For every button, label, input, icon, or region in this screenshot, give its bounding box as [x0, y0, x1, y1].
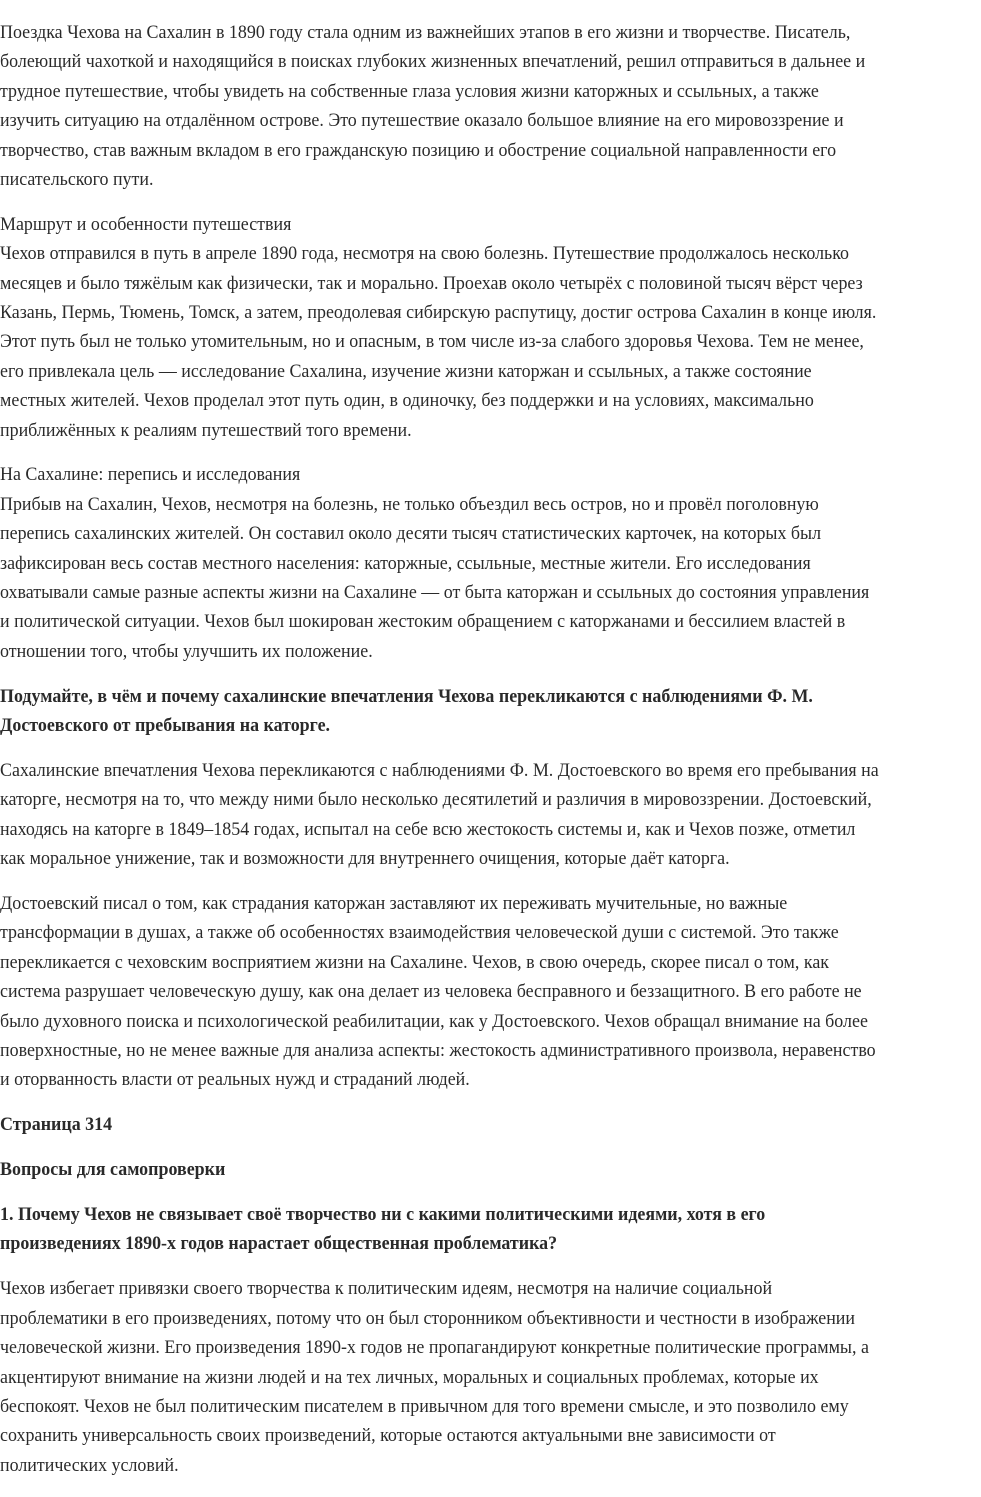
text-line: Достоевского от пребывания на каторге. [0, 716, 331, 737]
text-line: как моральное унижение, так и возможности для внутреннего очищения, которые даёт каторга. [0, 849, 730, 870]
paragraph [0, 461, 981, 667]
text-line: 1. Почему Чехов не связывает своё творчество ни с какими политическими идеями, хотя в его [0, 1205, 766, 1226]
bold-heading [0, 1111, 981, 1140]
text-line: творчество, став важным вкладом в его гражданскую позицию и обострение социальной направленности его [0, 140, 837, 161]
text-line: каторге, несмотря на то, что между ними было несколько десятилетий и различия в мировоззрении. Достоевский, [0, 790, 872, 811]
text-line: Маршрут и особенности путешествия [0, 214, 292, 235]
text-line: беспокоят. Чехов не был политическим писателем в привычном для того времени смысле, и это позволило ему [0, 1396, 849, 1417]
text-line: произведениях 1890-х годов нарастает общественная проблематика? [0, 1234, 558, 1255]
text-line: его привлекала цель — исследование Сахалина, изучение жизни каторжан и ссыльных, а также состояние [0, 361, 812, 382]
text-line: Чехов отправился в путь в апреле 1890 года, несмотря на свою болезнь. Путешествие продолжалось несколько [0, 244, 850, 265]
text-line: политических условий. [0, 1455, 179, 1476]
text-line: и оторванность власти от реальных нужд и страданий людей. [0, 1070, 470, 1091]
text-line: Чехов избегает привязки своего творчества к политическим идеям, несмотря на наличие социальной [0, 1279, 773, 1300]
text-line: местных жителей. Чехов проделал этот путь один, в одиночку, без поддержки и на условиях, максимально [0, 391, 814, 412]
text-line: поверхностные, но не менее важные для анализа аспекты: жестокость административного произвола, неравенство [0, 1041, 876, 1061]
text-line: изучить ситуацию на отдалённом острове. Это путешествие оказало большое влияние на его мировоззрение и [0, 111, 844, 132]
text-line: приближённых к реалиям путешествий того времени. [0, 420, 412, 441]
text-line: перепись сахалинских жителей. Он составил около десяти тысяч статистических карточек, на которых был [0, 524, 822, 545]
text-line: охватывали самые разные аспекты жизни на Сахалине — от быта каторжан и ссыльных до состояния управления [0, 583, 870, 604]
text-line: Подумайте, в чём и почему сахалинские впечатления Чехова перекликаются с наблюдениями Ф. М. [0, 686, 813, 707]
text-line: зафиксирован весь состав местного населения: каторжные, ссыльные, местные жители. Его исследования [0, 553, 811, 574]
text-line: отношении того, чтобы улучшить их положение. [0, 641, 373, 662]
text-line: Страница 314 [0, 1115, 113, 1136]
paragraph [0, 211, 981, 446]
bold-heading [0, 1201, 981, 1260]
paragraph [0, 757, 981, 875]
text-line: писательского пути. [0, 169, 154, 190]
text-line: трудное путешествие, чтобы увидеть на собственные глаза условия жизни каторжных и ссыльных, а также [0, 81, 819, 102]
text-line: Этот путь был не только утомительным, но и опасным, в том числе из-за слабого здоровья Чехова. Тем не менее, [0, 332, 864, 353]
paragraph [0, 890, 981, 1096]
text-line: Казань, Пермь, Тюмень, Томск, а затем, преодолевая сибирскую распутицу, достиг острова Сахалин в конце июля. [0, 303, 877, 324]
text-line: было духовного поиска и психологической реабилитации, как у Достоевского. Чехов обращал внимание на более [0, 1011, 868, 1032]
text-line: болеющий чахоткой и находящийся в поисках глубоких жизненных впечатлений, решил отправиться в дальнее и [0, 52, 866, 73]
text-line: находясь на каторге в 1849–1854 годах, испытал на себе всю жестокость системы и, как и Чехов позже, отметил [0, 819, 856, 840]
text-line: сохранить универсальность своих произведений, которые остаются актуальными вне зависимости от [0, 1426, 776, 1447]
text-line: Достоевский писал о том, как страдания каторжан заставляют их переживать мучительные, но важные [0, 894, 788, 915]
text-line: На Сахалине: перепись и исследования [0, 465, 301, 486]
paragraph [0, 1275, 981, 1481]
text-line: Вопросы для самопроверки [0, 1160, 226, 1181]
bold-heading [0, 1156, 981, 1185]
text-line: перекликается с чеховским восприятием жизни на Сахалине. Чехов, в свою очередь, скорее писал о том, как [0, 952, 830, 973]
text-line: Прибыв на Сахалин, Чехов, несмотря на болезнь, не только объездил весь остров, но и провёл поголовную [0, 494, 819, 515]
paragraph [0, 19, 981, 195]
text-line: система разрушает человеческую душу, как она делает из человека бесправного и беззащитного. В его работе не [0, 982, 862, 1003]
document-body [0, 19, 981, 1497]
text-line: акцентируют внимание на жизни людей и на тех личных, моральных и социальных проблемах, которые их [0, 1367, 819, 1388]
text-line: человеческой жизни. Его произведения 1890-х годов не пропагандируют конкретные политические программы, а [0, 1338, 869, 1359]
text-line: трансформации в душах, а также об особенностях взаимодействия человеческой души с системой. Это также [0, 923, 839, 944]
text-line: Поездка Чехова на Сахалин в 1890 году стала одним из важнейших этапов в его жизни и творчестве. Писатель, [0, 23, 851, 43]
bold-heading [0, 683, 981, 742]
text-line: проблематики в его произведениях, потому что он был сторонником объективности и честности в изображении [0, 1308, 856, 1329]
text-line: и политической ситуации. Чехов был шокирован жестоким обращением с каторжанами и бессилием властей в [0, 612, 846, 633]
text-line: месяцев и было тяжёлым как физически, так и морально. Проехав около четырёх с половиной тысяч вёрст через [0, 273, 863, 294]
text-line: Сахалинские впечатления Чехова перекликаются с наблюдениями Ф. М. Достоевского во время его пребывания на [0, 760, 879, 781]
